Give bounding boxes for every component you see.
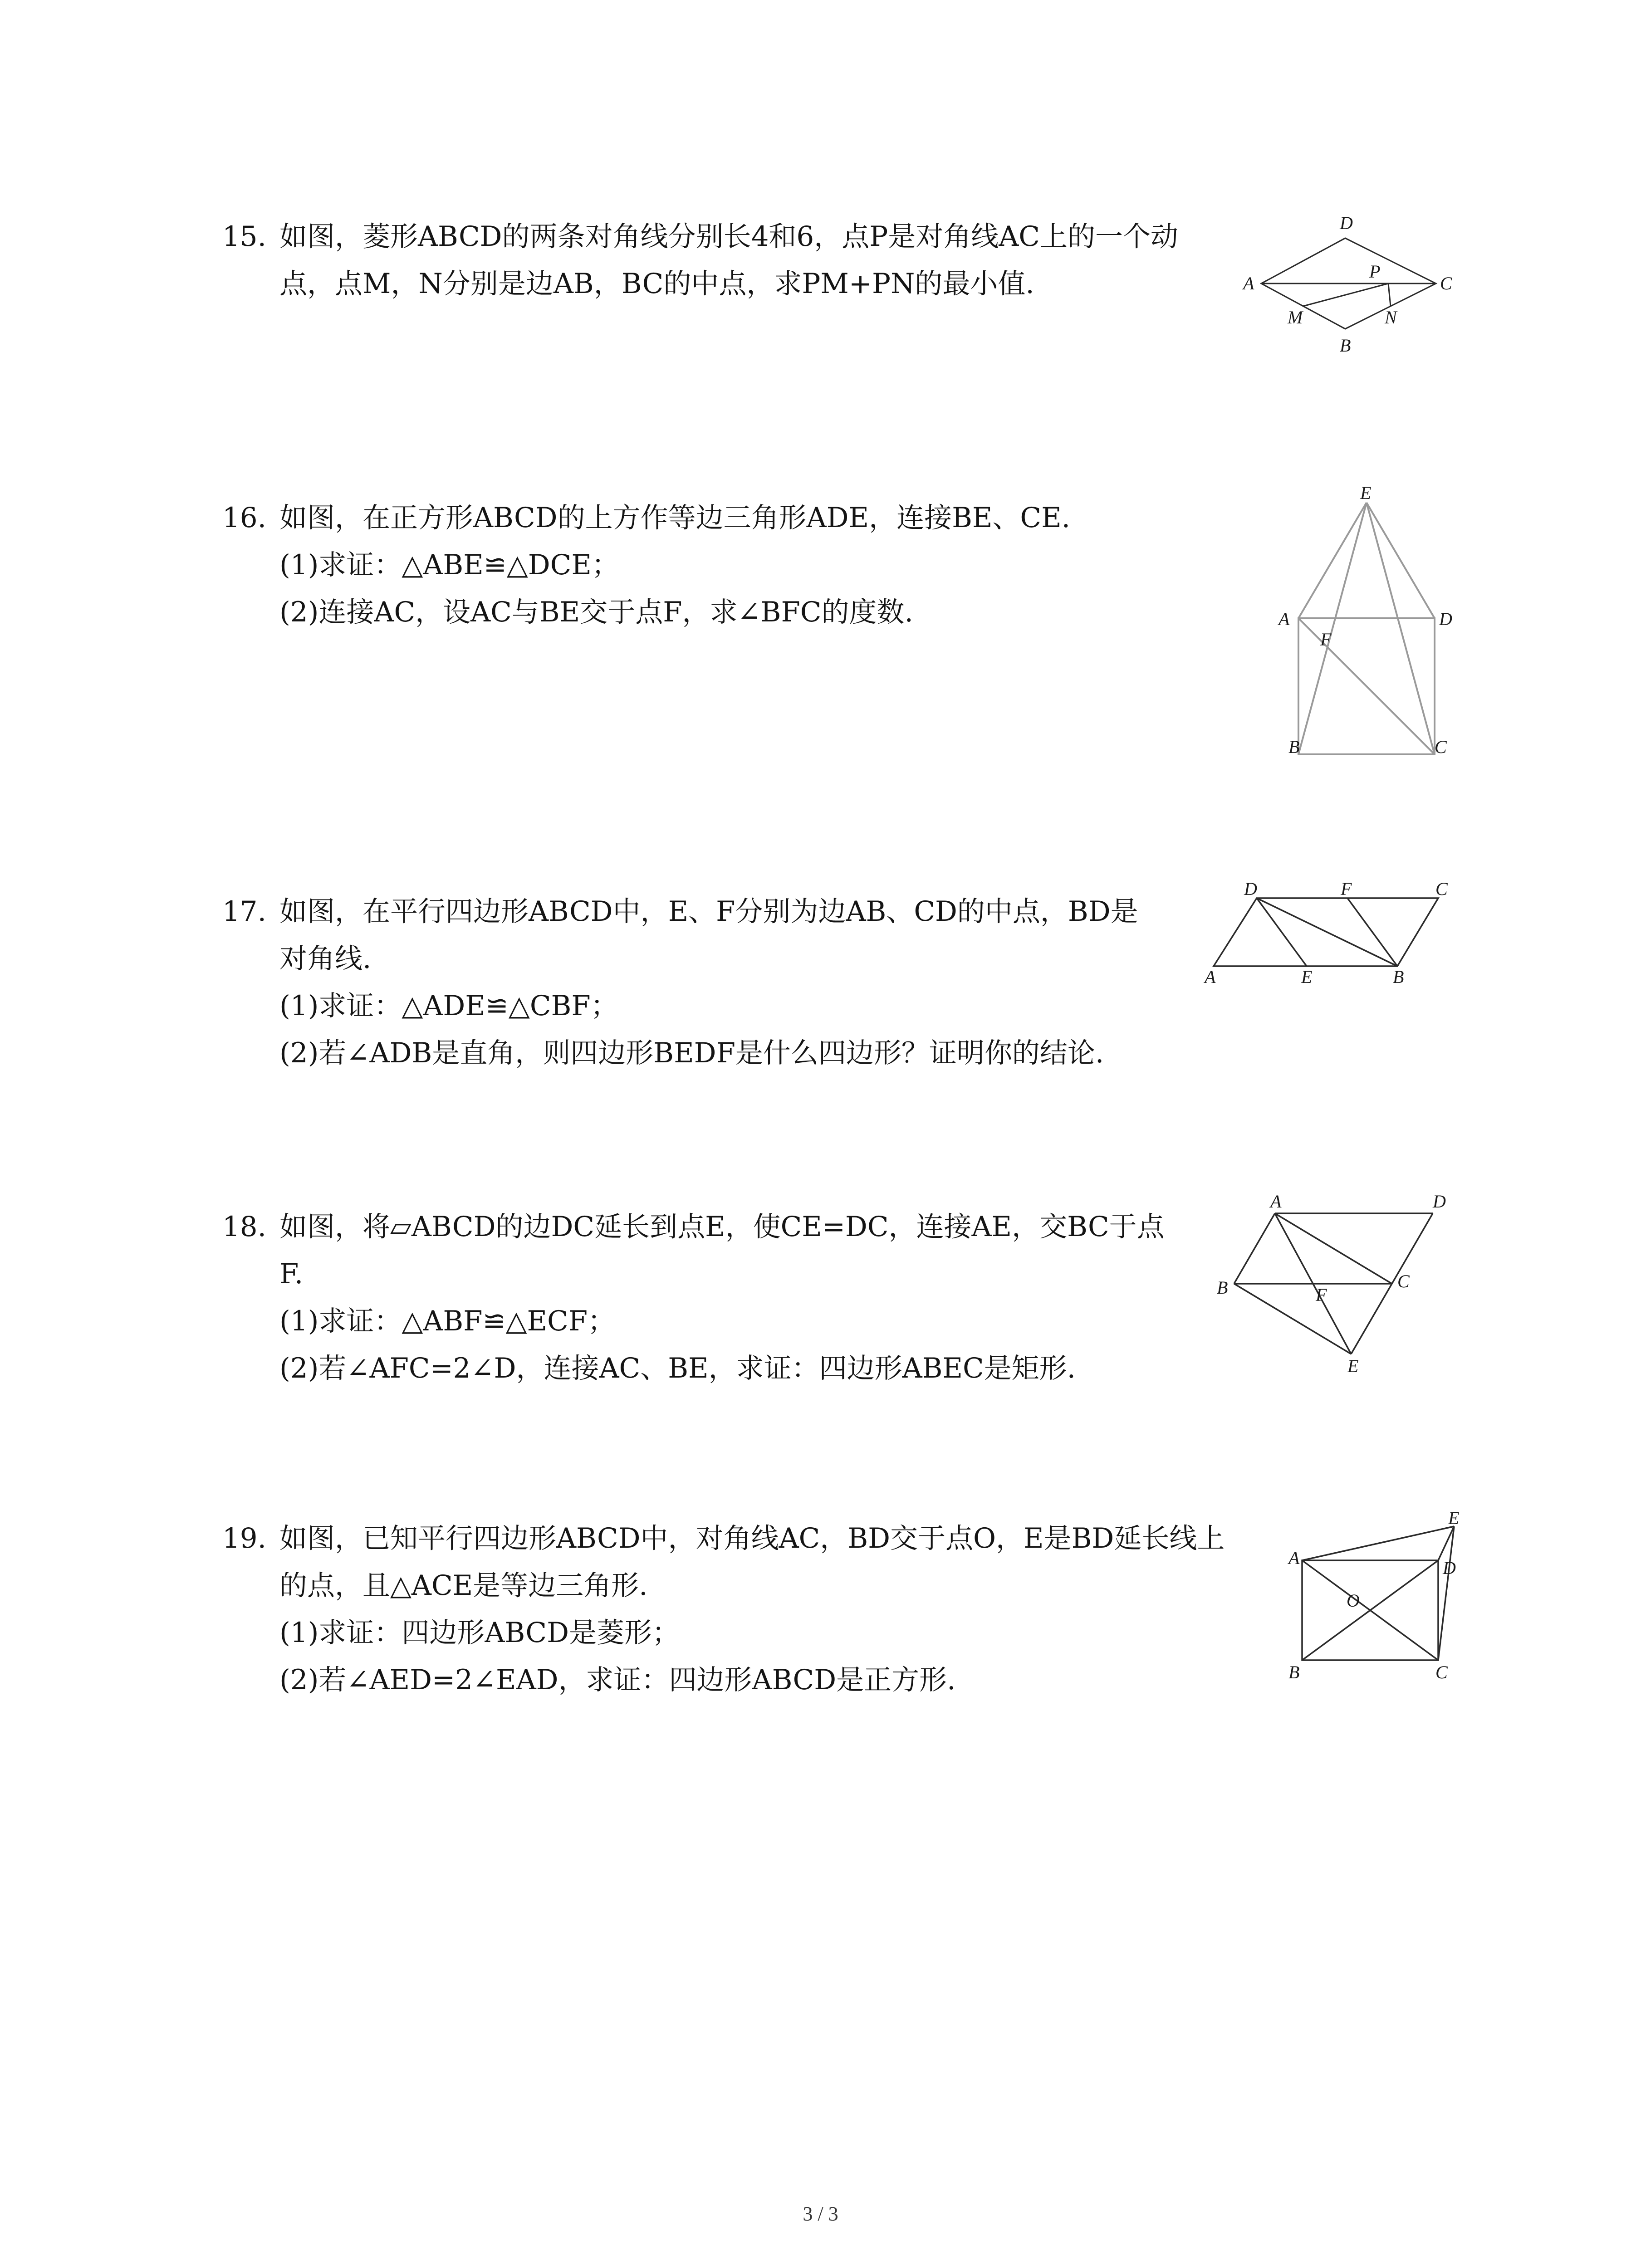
problem-text-line: (2)若∠AED=2∠EAD，求证：四边形ABCD是正方形. <box>279 1664 956 1696</box>
vertex-label: A <box>1243 273 1254 293</box>
vertex-label: B <box>1340 335 1351 356</box>
problem-16 <box>222 494 1288 636</box>
vertex-label: E <box>1347 1356 1359 1376</box>
vertex-label: A <box>1288 1548 1300 1568</box>
vertex-label: C <box>1435 879 1448 899</box>
problem-text-line: (1)求证：四边形ABCD是菱形； <box>279 1617 680 1649</box>
problem-number: 19. <box>222 1522 267 1554</box>
problem-number: 17. <box>222 895 267 928</box>
problem-15 <box>222 213 1288 308</box>
vertex-label: F <box>1320 629 1332 650</box>
problem-number: 15. <box>222 220 267 253</box>
problem-text-line: 如图，在平行四边形ABCD中，E、F分别为边AB、CD的中点，BD是 <box>279 895 1138 928</box>
figure-parallelogram-extended <box>1216 1188 1461 1379</box>
problem-text-line: 如图，将▱ABCD的边DC延长到点E，使CE=DC，连接AE，交BC于点 <box>279 1211 1165 1243</box>
vertex-label: N <box>1385 307 1397 327</box>
problem-text-line: (1)求证：△ABF≌△ECF； <box>279 1305 616 1337</box>
problem-number: 18. <box>222 1211 267 1243</box>
vertex-label: C <box>1435 737 1447 757</box>
vertex-label: A <box>1205 967 1216 987</box>
vertex-label: B <box>1393 967 1404 987</box>
vertex-label: P <box>1369 261 1381 282</box>
vertex-label: D <box>1244 879 1257 899</box>
problem-text-line: (1)求证：△ABE≌△DCE； <box>279 549 619 581</box>
problem-number: 16. <box>222 502 267 534</box>
figure-square-with-equilateral-ace <box>1266 1506 1465 1696</box>
vertex-label: D <box>1433 1191 1446 1212</box>
vertex-label: M <box>1288 307 1303 327</box>
vertex-label: F <box>1341 879 1352 899</box>
vertex-label: A <box>1270 1191 1282 1212</box>
vertex-label: C <box>1435 1662 1448 1682</box>
vertex-label: D <box>1439 609 1452 629</box>
problem-text-line: 如图，在正方形ABCD的上方作等边三角形ADE，连接BE、CE. <box>279 502 1071 534</box>
vertex-label: B <box>1288 1662 1300 1682</box>
problem-17 <box>222 888 1288 1077</box>
page-number: 3 / 3 <box>803 2203 838 2225</box>
problem-text-line: 如图，菱形ABCD的两条对角线分别长4和6，点P是对角线AC上的一个动 <box>279 220 1178 253</box>
vertex-label: B <box>1217 1277 1228 1298</box>
figure-square-with-equilateral-triangle <box>1270 483 1461 762</box>
vertex-label: E <box>1301 967 1313 987</box>
figure-rhombus-abcd <box>1243 209 1461 372</box>
problem-text-line: (2)连接AC，设AC与BE交于点F，求∠BFC的度数. <box>279 596 913 628</box>
problem-text-line: (1)求证：△ADE≌△CBF； <box>279 990 618 1022</box>
vertex-label: A <box>1279 609 1290 629</box>
problem-text-line: 如图，已知平行四边形ABCD中，对角线AC，BD交于点O，E是BD延长线上 <box>279 1522 1225 1554</box>
vertex-label: C <box>1397 1271 1410 1291</box>
vertex-label: O <box>1347 1590 1360 1611</box>
problem-text-line: (2)若∠AFC=2∠D，连接AC、BE，求证：四边形ABEC是矩形. <box>279 1352 1076 1384</box>
problem-text-line: 点，点M，N分别是边AB，BC的中点，求PM+PN的最小值. <box>279 268 1034 300</box>
vertex-label: C <box>1440 273 1452 293</box>
vertex-label: E <box>1360 483 1372 503</box>
problem-text-line: (2)若∠ADB是直角，则四边形BEDF是什么四边形？证明你的结论. <box>279 1037 1104 1069</box>
vertex-label: D <box>1340 213 1353 233</box>
problem-19 <box>222 1515 1288 1704</box>
figure-parallelogram-abcd <box>1202 878 1456 996</box>
vertex-label: E <box>1448 1508 1460 1528</box>
problem-18 <box>222 1203 1288 1392</box>
vertex-label: F <box>1316 1285 1327 1305</box>
problem-text-line: 的点，且△ACE是等边三角形. <box>279 1569 648 1602</box>
vertex-label: D <box>1443 1558 1456 1578</box>
problem-text-line: 对角线. <box>279 943 372 975</box>
problem-text-line: F. <box>279 1258 304 1290</box>
vertex-label: B <box>1288 737 1300 757</box>
